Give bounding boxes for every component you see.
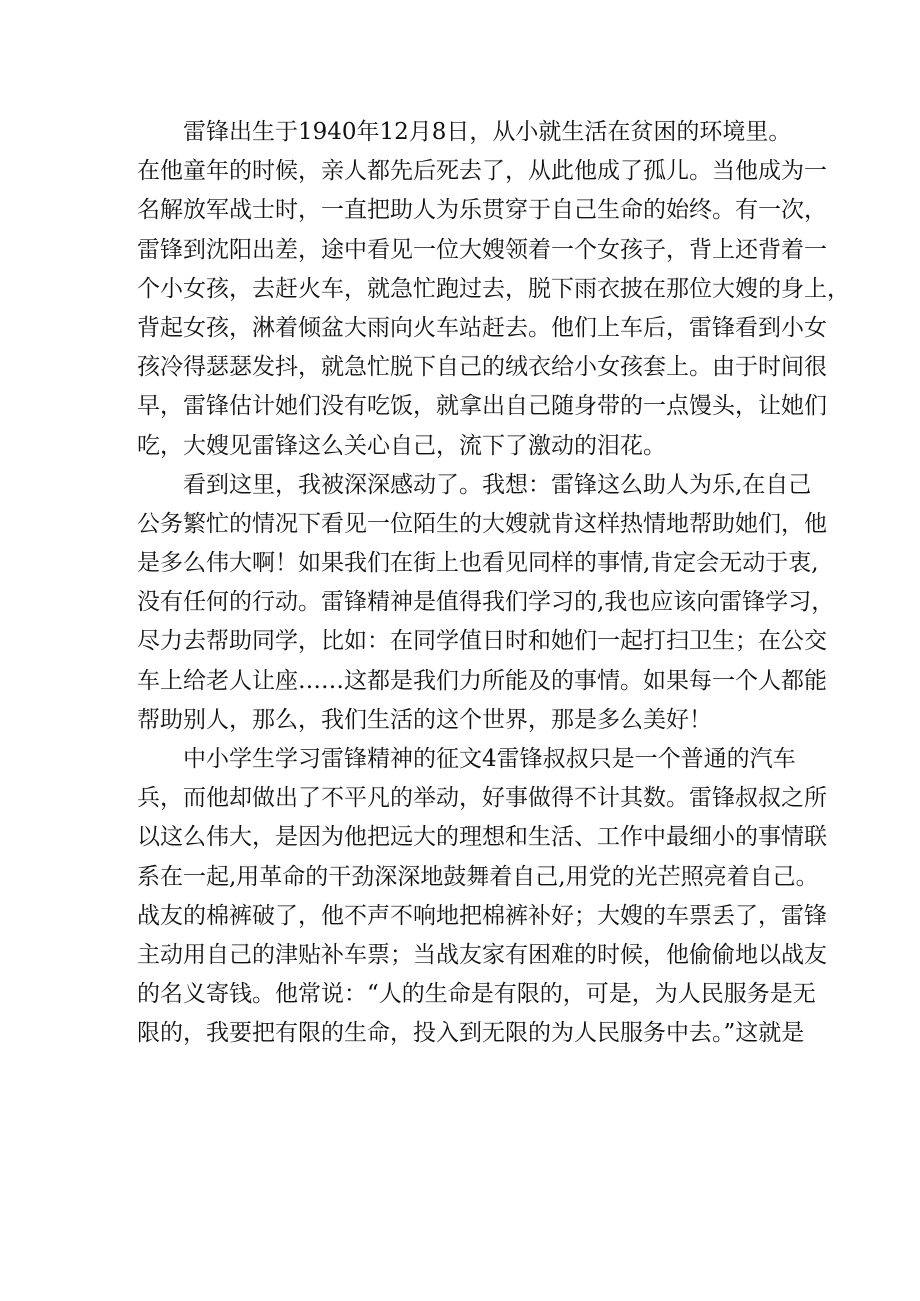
paragraph-2-line-1: 看到这里，我被深深感动了。我想：雷锋这么助人为乐,在自己 (183, 471, 812, 498)
paragraph-2-line-3: 是多么伟大啊！如果我们在街上也看见同样的事情,肯定会无动于衷, (137, 550, 819, 577)
paragraph-3-line-4: 系在一起,用革命的干劲深深地鼓舞着自己,用党的光芒照亮着自己。 (137, 863, 819, 890)
paragraph-1-line-9: 吃，大嫂见雷锋这么关心自己，流下了激动的泪花。 (137, 432, 666, 459)
paragraph-2-line-4: 没有任何的行动。雷锋精神是值得我们学习的,我也应该向雷锋学习， (137, 589, 835, 616)
paragraph-3-line-7: 的名义寄钱。他常说：“人的生命是有限的，可是，为人民服务是无 (137, 981, 816, 1008)
paragraph-1-line-6: 背起女孩，淋着倾盆大雨向火车站赶去。他们上车后，雷锋看到小女 (137, 314, 827, 341)
body-text (137, 113, 850, 1054)
paragraph-3-line-2: 兵，而他却做出了不平凡的举动，好事做得不计其数。雷锋叔叔之所 (137, 785, 827, 812)
paragraph-3-line-5: 战友的棉裤破了，他不声不响地把棉裤补好；大嫂的车票丢了，雷锋 (137, 902, 827, 929)
paragraph-2-line-7: 帮助别人，那么，我们生活的这个世界，那是多么美好！ (137, 706, 712, 733)
paragraph-3-line-8: 限的，我要把有限的生命，投入到无限的为人民服务中去。”这就是 (137, 1020, 805, 1047)
paragraph-1-line-2: 在他童年的时候，亲人都先后死去了，从此他成了孤儿。当他成为一 (137, 158, 827, 185)
paragraph-1-line-7: 孩冷得瑟瑟发抖，就急忙脱下自己的绒衣给小女孩套上。由于时间很 (137, 354, 827, 381)
paragraph-3-line-3: 以这么伟大，是因为他把远大的理想和生活、工作中最细小的事情联 (137, 824, 827, 851)
paragraph-1-line-1: 雷锋出生于1940年12月8日，从小就生活在贫困的环境里。 (183, 119, 792, 145)
paragraph-3-line-1: 中小学生学习雷锋精神的征文4雷锋叔叔只是一个普通的汽车 (183, 746, 796, 772)
paragraph-3-line-6: 主动用自己的津贴补车票；当战友家有困难的时候，他偷偷地以战友 (137, 941, 827, 968)
paragraph-2-line-6: 车上给老人让座……这都是我们力所能及的事情。如果每一个人都能 (137, 667, 827, 694)
paragraph-1-line-3: 名解放军战士时，一直把助人为乐贯穿于自己生命的始终。有一次， (137, 197, 827, 224)
paragraph-1-line-4: 雷锋到沈阳出差，途中看见一位大嫂领着一个女孩子，背上还背着一 (137, 236, 827, 263)
paragraph-2-line-5: 尽力去帮助同学，比如：在同学值日时和她们一起打扫卫生；在公交 (137, 628, 827, 655)
paragraph-2-line-2: 公务繁忙的情况下看见一位陌生的大嫂就肯这样热情地帮助她们，他 (137, 510, 827, 537)
paragraph-1-line-8: 早，雷锋估计她们没有吃饭，就拿出自己随身带的一点馒头，让她们 (137, 393, 827, 420)
paragraph-1-line-5: 个小女孩，去赶火车，就急忙跑过去，脱下雨衣披在那位大嫂的身上， (137, 275, 850, 302)
